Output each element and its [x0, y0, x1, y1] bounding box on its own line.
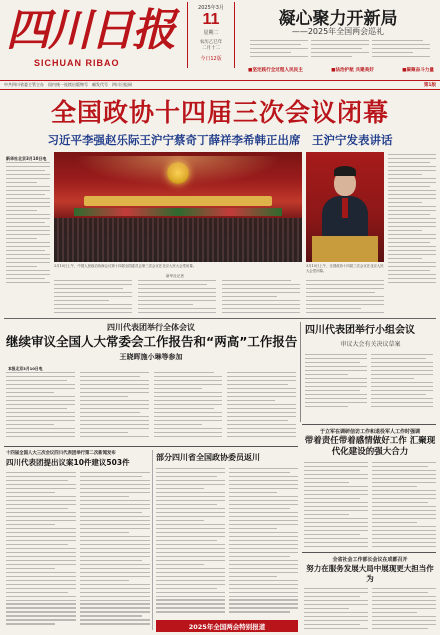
lead-caption-left: 3月10日上午，中国人民政治协商会议第十四届全国委员会第三次会议在北京人民大会堂闭幕。	[54, 264, 197, 268]
right-bottom-headline: 努力在服务发展大局中展现更大担当作为	[306, 564, 434, 583]
section-divider	[4, 318, 436, 319]
small-group-box	[300, 322, 436, 422]
stage-row	[84, 196, 272, 206]
lunar-line-1: 农历乙巳年	[199, 40, 223, 45]
right-bottom-kicker: 全省社会工作部长会议在成都召开	[332, 557, 408, 563]
lead-photo-speaker	[306, 152, 384, 262]
banner-link-2[interactable]: ■法治护航 共建美好	[331, 68, 374, 73]
right-body	[304, 462, 436, 550]
lead-body-left	[6, 162, 50, 287]
special-report-label: 2025年全国两会特别报道	[188, 622, 266, 631]
photo-credit: 新华社记者	[166, 274, 184, 278]
banner-photo-summary	[250, 40, 430, 64]
masthead	[0, 0, 440, 88]
special-report-banner	[156, 620, 298, 632]
masthead-logo: 四川日报	[6, 5, 174, 56]
npc-kicker: 四川代表团举行全体会议	[107, 323, 195, 332]
right-divider-2	[302, 552, 436, 553]
right-headline: 带着责任带着感情做好工作 汇聚现代化建设的强大合力	[304, 436, 436, 457]
lead-photo-hall	[54, 152, 302, 262]
date-day: 11	[202, 11, 220, 28]
lead-dateline: 新华社北京3月10日电	[6, 156, 47, 161]
podium	[312, 236, 378, 262]
bottom-mid-headline: 部分四川省全国政协委员返川	[156, 453, 260, 462]
bottom-mid-col-divider	[152, 450, 153, 630]
issue-count: 今日12版	[200, 56, 222, 62]
lead-body-lower	[54, 280, 384, 316]
npc-headline: 继续审议全国人大常委会工作报告和“两高”工作报告	[6, 334, 298, 349]
info-bar-text: 中共四川省委主管主办 国内统一连续出版物号 邮发代号 四川日报网	[4, 82, 132, 87]
bottom-left-body	[6, 472, 150, 632]
npc-body	[6, 372, 296, 442]
banner-title: 凝心聚力开新局	[278, 9, 398, 29]
audience	[54, 218, 302, 262]
npc-dateline: 本报北京3月10日电	[8, 366, 43, 371]
right-divider	[302, 424, 436, 425]
lead-caption-right: 3月10日上午，全国政协十四届三次会议在北京人民大会堂闭幕。	[306, 264, 384, 273]
banner-link-1[interactable]: ■坚定践行全过程人民民主	[248, 68, 303, 73]
date-line: 2025年3月	[198, 5, 224, 11]
right-bottom-body	[304, 588, 436, 632]
bottom-divider	[4, 446, 298, 447]
weekday: 星期二	[203, 30, 219, 36]
date-box	[187, 2, 235, 68]
flower-bank	[74, 208, 282, 216]
lead-subhead: 习近平李强赵乐际王沪宁蔡奇丁薛祥李希韩正出席 王沪宁发表讲话	[47, 133, 393, 147]
masthead-pinyin: SICHUAN RIBAO	[34, 58, 120, 68]
banner-links	[248, 67, 434, 73]
small-group-subhead: 审议大会有关决议草案	[340, 341, 401, 348]
bottom-left-kicker: 十四届全国人大三次会议四川代表团举行第二次新闻发布	[6, 451, 116, 456]
right-kicker: 于立军在调研信访工作和退役军人工作时强调	[319, 429, 420, 435]
lunar-line-2: 二月十二	[202, 46, 220, 51]
info-bar	[0, 80, 440, 90]
bottom-mid-body	[156, 468, 298, 618]
small-group-headline: 四川代表团举行小组会议	[305, 325, 415, 336]
banner-sub: ——2025年全国两会巡礼	[291, 27, 385, 36]
npc-subhead: 王晓晖施小琳等参加	[119, 353, 183, 361]
bottom-left-headline: 四川代表团提出议案10件建议503件	[6, 458, 130, 467]
lead-headline: 全国政协十四届三次会议闭幕	[50, 98, 389, 127]
page-number: 第1版	[423, 83, 436, 88]
lead-body-right	[388, 154, 436, 289]
banner-link-3[interactable]: ■凝聚奋斗力量	[402, 68, 434, 73]
